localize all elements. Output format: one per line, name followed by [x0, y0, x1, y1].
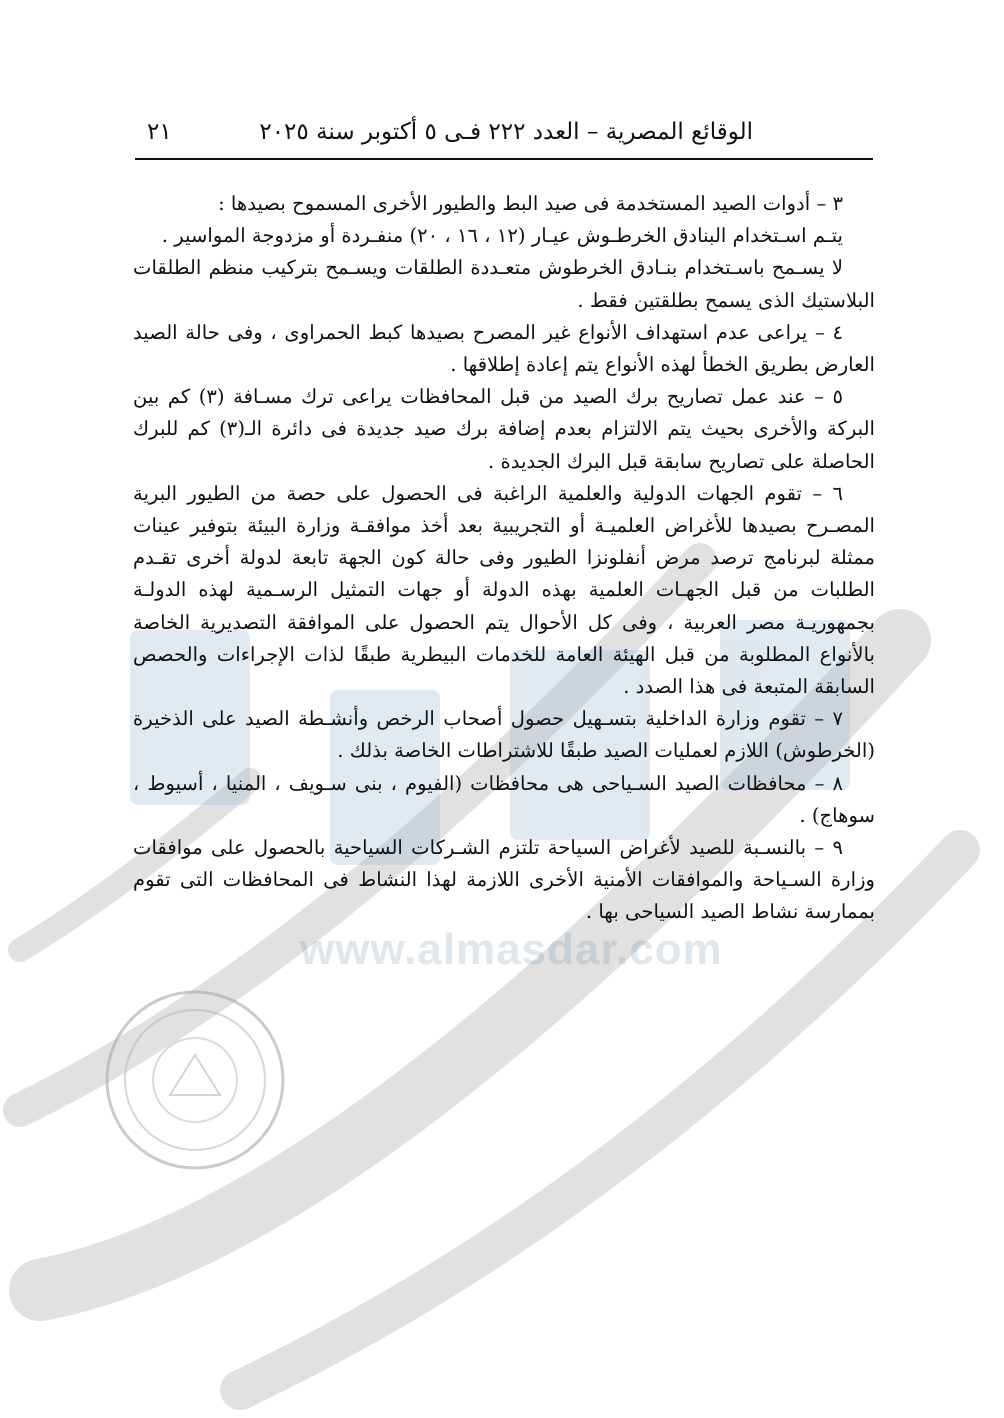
page-header — [135, 108, 873, 156]
paragraph-item-8: ٨ – محافظات الصيد السـياحى هى محافظات (الفيوم ، بنى سـويف ، المنيا ، أسيوط ، سوهاج) . — [133, 771, 875, 827]
page-number: ٢١ — [147, 119, 172, 145]
paragraph-item-4: ٤ – يراعى عدم استهداف الأنواع غير المصرح بصيدها كبط الحمراوى ، وفى حالة الصيد العارض بطريق الخطأ لهذه الأنواع يتم إعادة إطلاقها . — [133, 320, 875, 377]
paragraph-item-3: ٣ – أدوات الصيد المستخدمة فى صيد البط والطيور الأخرى المسموح بصيدها : — [218, 192, 843, 215]
document-body — [133, 188, 875, 929]
paragraph-item-7: ٧ – تقوم وزارة الداخلية بتسـهيل حصول أصحاب الرخص وأنشـطة الصيد على الذخيرة (الخرطوش) اللازم لعمليات الصيد طبقًا للاشتراطات الخاصة بذلك . — [133, 707, 875, 763]
paragraph-item-9: ٩ – بالنسـبة للصيد لأغراض السياحة تلتزم الشـركات السياحية بالحصول على موافقات وزارة السـياحة والموافقات الأمنية الأخرى اللازمة لهذا النشاط فى المحافظات التى تقوم بممارسة نشاط الصيد السياحى بها . — [133, 836, 875, 924]
header-divider — [135, 158, 873, 160]
paragraph-item-5: ٥ – عند عمل تصاريح برك الصيد من قبل المحافظات يراعى ترك مسـافة (٣) كم بين البركة والأخرى بحيث يتم الالتزام بعدم إضافة برك صيد جديدة فى دائرة الـ(٣) كم للبرك الحاصلة على تصاريح سابقة قبل البرك الجديدة . — [133, 385, 875, 473]
watermark-site-text: www.almasdar.com — [300, 925, 723, 974]
paragraph-item-6: ٦ – تقوم الجهات الدولية والعلمية الراغبة فى الحصول على حصة من الطيور البرية المصـرح بصيدها للأغراض العلميـة أو التجريبية بعد أخذ موافقـة وزارة البيئة بتوفير عينات ممثلة لبرنامج ترصد مرض أنفلونزا الطيور وفى حالة كون الجهة تابعة لدولة أخرى تقـدم الطلبات من قبل الجهـات العلمية بهذه الدولة أو جهات التمثيل الرسـمية لهذه الدولـة بجمهوريـة مصر العربية ، وفى كل الأحوال يتم الحصول على الموافقة التصديرية الخاصة بالأنواع المطلوبة من قبل الهيئة العامة للخدمات البيطرية طبقًا لذات الإجراءات والحصص السابقة المتبعة فى هذا الصدد . — [133, 481, 875, 699]
paragraph-item-3-details: يتـم اسـتخدام البنادق الخرطـوش عيـار (١٢ ، ١٦ ، ٢٠) منفـردة أو مزدوجة المواسير . — [161, 224, 843, 248]
gazette-header-title: الوقائع المصرية – العدد ٢٢٢ فـى ٥ أكتوبر سنة ٢٠٢٥ — [259, 119, 753, 145]
paragraph-item-3-restriction: لا يسـمح باسـتخدام بنـادق الخرطوش متعـددة الطلقات ويسـمح بتركيب منظم الطلقات البلاستيك الذى يسمح بطلقتين فقط . — [133, 256, 875, 312]
seal-stamp-graphic — [100, 985, 290, 1175]
